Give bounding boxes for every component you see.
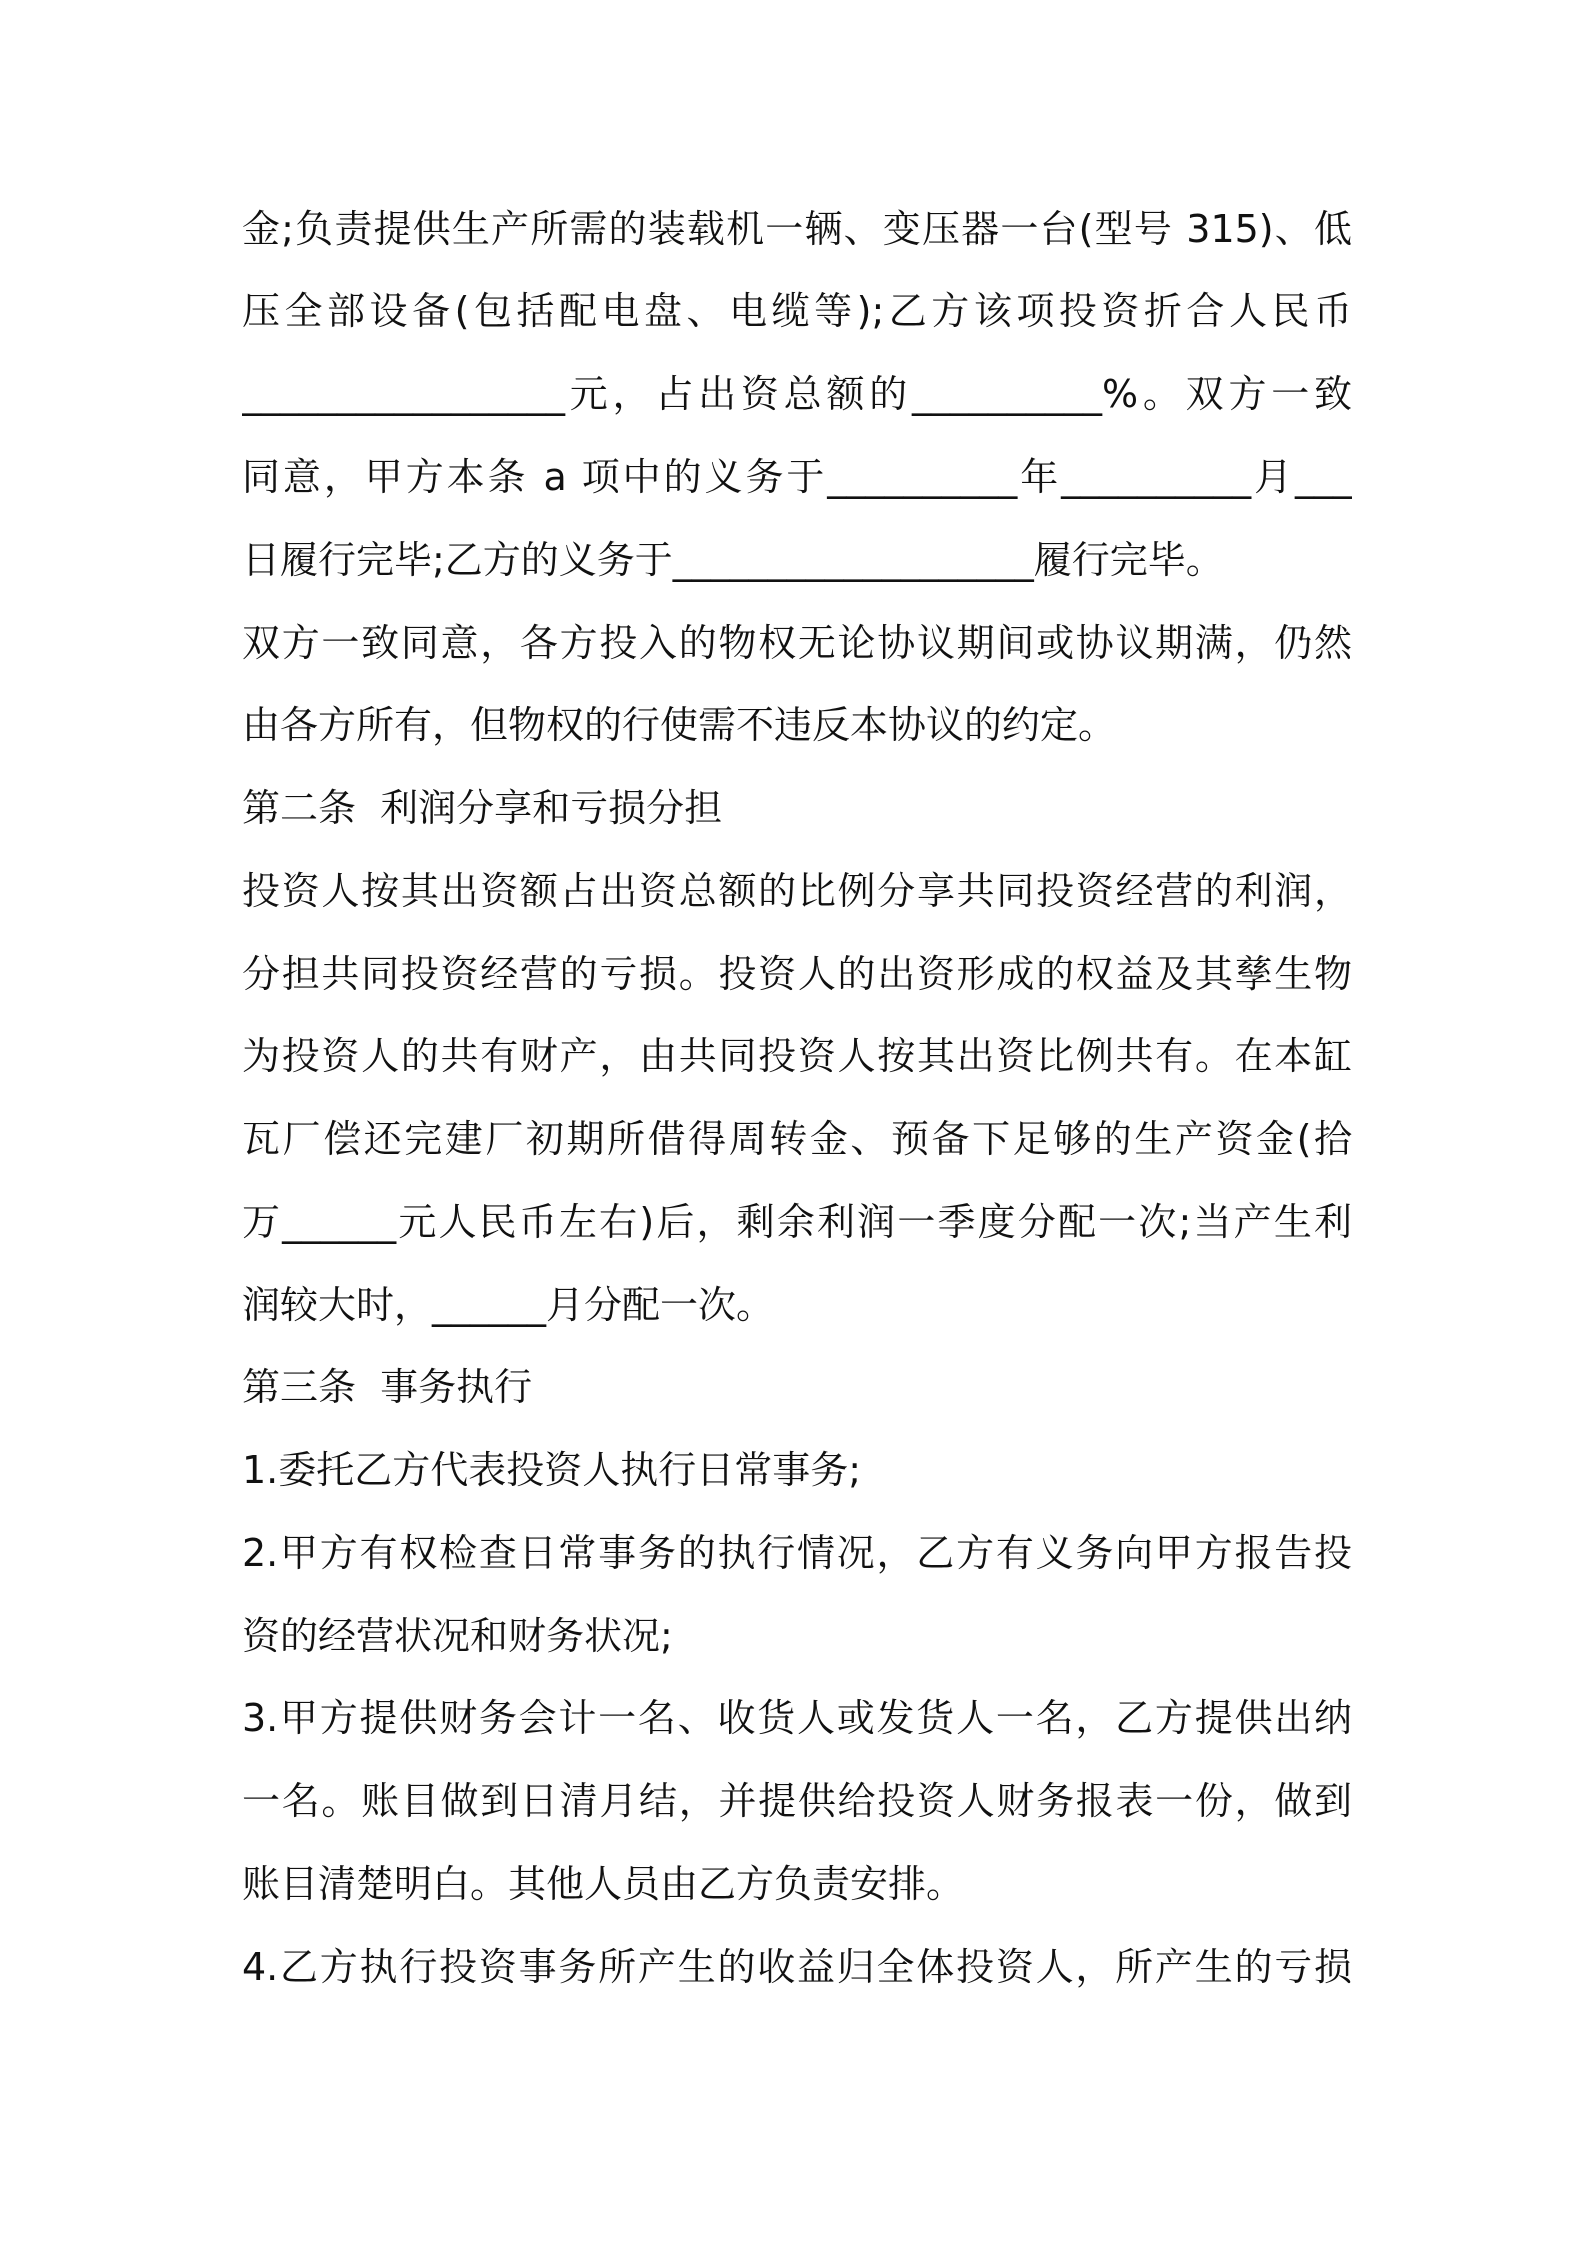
text-line-5: 日履行完毕;乙方的义务于___________________履行完毕。 (242, 538, 1224, 582)
list-item-2-line-2: 资的经营状况和财务状况; (242, 1614, 673, 1658)
list-item-3-line-2: 一名。账目做到日清月结，并提供给投资人财务报表一份，做到 (242, 1779, 1352, 1823)
text-line-9: 投资人按其出资额占出资总额的比例分享共同投资经营的利润， (242, 869, 1352, 913)
section-heading-article-2: 第二条 利润分享和亏损分担 (242, 786, 723, 830)
text-line-13: 万______元人民币左右)后，剩余利润一季度分配一次;当产生利 (242, 1200, 1352, 1244)
text-line-2: 压全部设备(包括配电盘、电缆等);乙方该项投资折合人民币 (242, 289, 1352, 333)
text-line-6: 双方一致同意，各方投入的物权无论协议期间或协议期满，仍然 (242, 621, 1352, 665)
list-item-4-line-1: 4.乙方执行投资事务所产生的收益归全体投资人，所产生的亏损 (242, 1945, 1352, 1989)
text-line-1: 金;负责提供生产所需的装载机一辆、变压器一台(型号 315)、低 (242, 207, 1352, 251)
text-line-12: 瓦厂偿还完建厂初期所借得周转金、预备下足够的生产资金(拾 (242, 1117, 1352, 1161)
text-line-11: 为投资人的共有财产，由共同投资人按其出资比例共有。在本缸 (242, 1034, 1352, 1078)
text-line-3: _________________元，占出资总额的__________%。双方一致 (242, 372, 1352, 416)
list-item-3-line-1: 3.甲方提供财务会计一名、收货人或发货人一名，乙方提供出纳 (242, 1696, 1352, 1740)
list-item-1: 1.委托乙方代表投资人执行日常事务; (242, 1448, 862, 1492)
text-line-4: 同意，甲方本条 a 项中的义务于__________年__________月___ (242, 455, 1352, 499)
text-line-10: 分担共同投资经营的亏损。投资人的出资形成的权益及其孳生物 (242, 952, 1352, 996)
section-heading-article-3: 第三条 事务执行 (242, 1365, 533, 1409)
list-item-2-line-1: 2.甲方有权检查日常事务的执行情况，乙方有义务向甲方报告投 (242, 1531, 1352, 1575)
text-line-14: 润较大时，______月分配一次。 (242, 1283, 775, 1327)
text-line-7: 由各方所有，但物权的行使需不违反本协议的约定。 (242, 703, 1117, 747)
list-item-3-line-3: 账目清楚明白。其他人员由乙方负责安排。 (242, 1862, 965, 1906)
